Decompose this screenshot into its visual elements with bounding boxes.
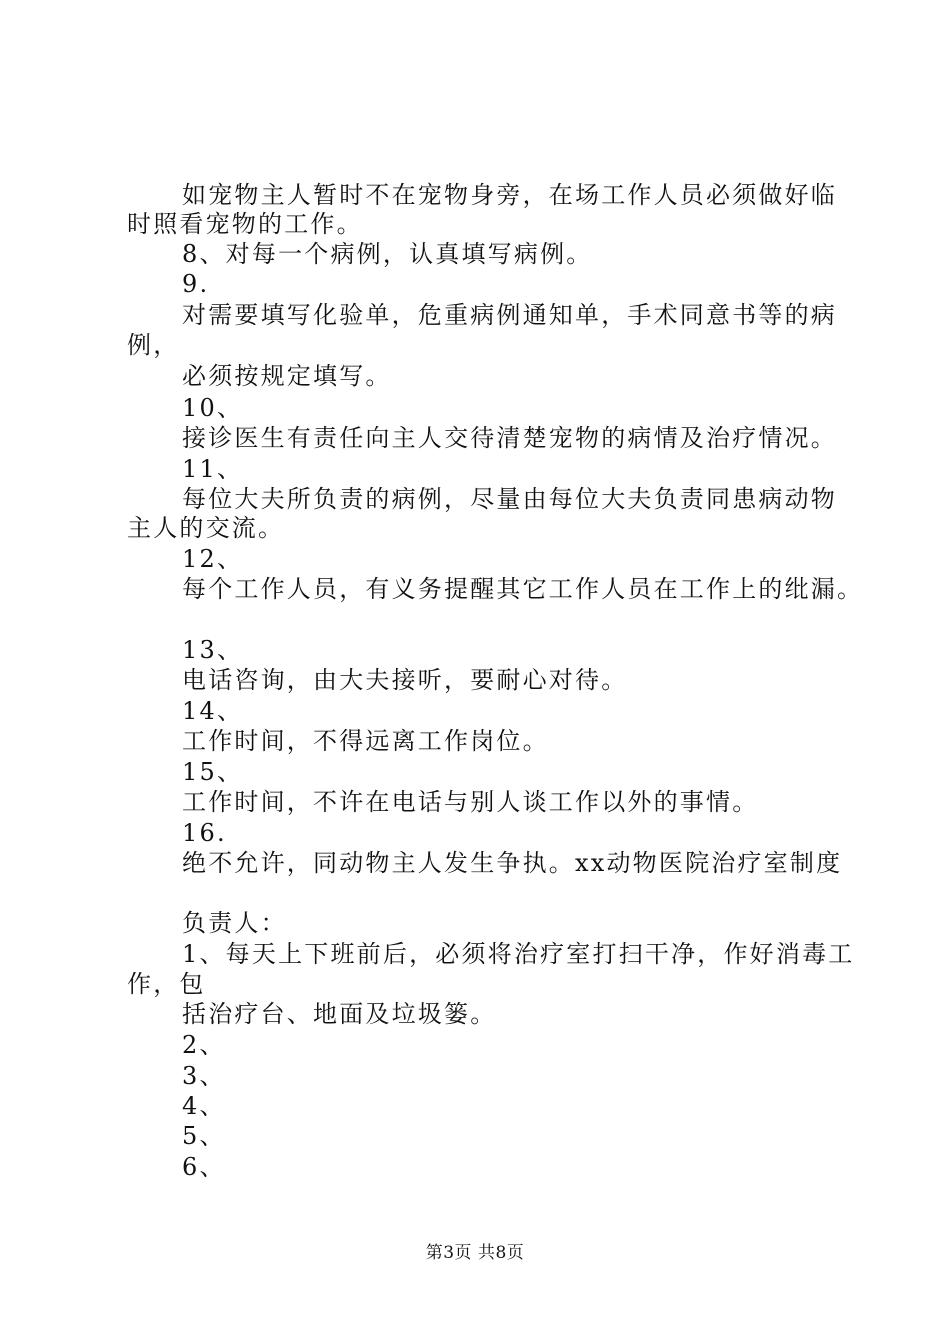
text-line: 接诊医生有责任向主人交待清楚宠物的病情及治疗情况。 <box>182 424 837 452</box>
text-line: 4、 <box>182 1092 226 1120</box>
text-line: 13、 <box>182 636 244 664</box>
text-line: 11、 <box>182 455 244 483</box>
text-line: 电话咨询，由大夫接听，要耐心对待。 <box>182 666 628 694</box>
text-line: 8、对每一个病例，认真填写病例。 <box>182 240 593 268</box>
page-footer: 第3页 共8页 <box>425 1243 525 1263</box>
text-line: 14、 <box>182 697 244 725</box>
text-line: 3、 <box>182 1062 226 1090</box>
text-line: 6、 <box>182 1153 226 1181</box>
text-line: 必须按规定填写。 <box>182 362 392 390</box>
text-line: 对需要填写化验单，危重病例通知单，手术同意书等的病 <box>182 301 837 329</box>
text-line: 2、 <box>182 1031 226 1059</box>
text-line: 主人的交流。 <box>127 514 285 542</box>
text-line: 12、 <box>182 545 244 573</box>
text-line: 每个工作人员，有义务提醒其它工作人员在工作上的纰漏。 <box>182 575 864 603</box>
text-line: 15、 <box>182 758 244 786</box>
text-line: 每位大夫所负责的病例，尽量由每位大夫负责同患病动物 <box>182 485 837 513</box>
text-line: 10、 <box>182 394 244 422</box>
text-line: 5、 <box>182 1122 226 1150</box>
text-line: 例， <box>127 331 180 359</box>
text-line: 绝不允许，同动物主人发生争执。xx动物医院治疗室制度 <box>182 849 843 877</box>
text-line: 16. <box>182 819 227 847</box>
text-line: 1、每天上下班前后，必须将治疗室打扫干净，作好消毒工 <box>182 940 855 968</box>
text-line: 负责人： <box>182 909 287 937</box>
text-line: 工作时间，不许在电话与别人谈工作以外的事情。 <box>182 788 759 816</box>
text-line: 工作时间，不得远离工作岗位。 <box>182 727 549 755</box>
text-line: 如宠物主人暂时不在宠物身旁，在场工作人员必须做好临 <box>182 181 837 209</box>
text-line: 时照看宠物的工作。 <box>127 210 363 238</box>
text-line: 9. <box>182 270 210 298</box>
text-line: 括治疗台、地面及垃圾篓。 <box>182 1000 497 1028</box>
text-line: 作，包 <box>127 970 206 998</box>
